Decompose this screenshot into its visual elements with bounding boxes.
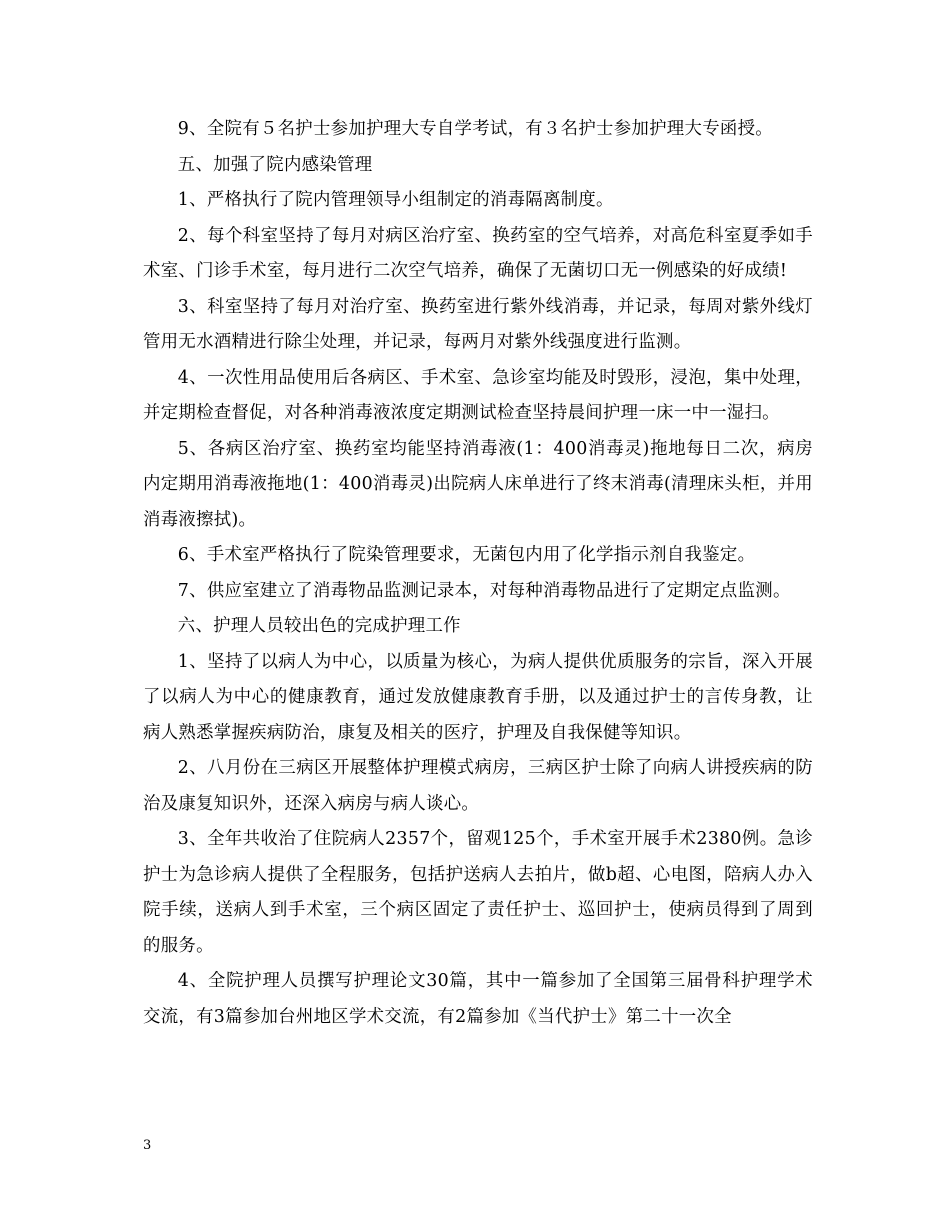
paragraph-item-4-disposables: 4、一次性用品使用后各病区、手术室、急诊室均能及时毁形，浸泡，集中处理，并定期检查督促，对各种消毒液浓度定期测试检查坚持晨间护理一床一中一湿扫。	[143, 367, 813, 423]
section-heading-infection-control: 五、加强了院内感染管理	[177, 154, 373, 175]
paragraph-item-2-holistic-care: 2、八月份在三病区开展整体护理模式病房，三病区护士除了向病人讲授疾病的防治及康复知识外，还深入病房与病人谈心。	[143, 758, 813, 814]
paragraph-item-1-patient-centered: 1、坚持了以病人为中心，以质量为核心，为病人提供优质服务的宗旨，深入开展了以病人为中心的健康教育，通过发放健康教育手册，以及通过护士的言传身教，让病人熟悉掌握疾病防治，康复及相关的医疗，护理及自我保健等知识。	[143, 651, 813, 743]
page-number: 3	[143, 1138, 152, 1153]
paragraph-item-2-air-culture: 2、每个科室坚持了每月对病区治疗室、换药室的空气培养，对高危科室夏季如手术室、门诊手术室，每月进行二次空气培养，确保了无菌切口无一例感染的好成绩!	[143, 225, 813, 281]
paragraph-item-4-papers: 4、全院护理人员撰写护理论文30篇，其中一篇参加了全国第三届骨科护理学术交流，有3篇参加台州地区学术交流，有2篇参加《当代护士》第二十一次全	[143, 971, 813, 1027]
paragraph-item-9: 9、全院有５名护士参加护理大专自学考试，有３名护士参加护理大专函授。	[177, 119, 773, 139]
paragraph-item-3-statistics: 3、全年共收治了住院病人2357个，留观125个，手术室开展手术2380例。急诊护士为急诊病人提供了全程服务，包括护送病人去拍片，做b超、心电图，陪病人办入院手续，送病人到手术室，三个病区固定了责任护士、巡回护士，使病员得到了周到的服务。	[143, 829, 813, 956]
paragraph-item-6-operating-room: 6、手术室严格执行了院染管理要求，无菌包内用了化学指示剂自我鉴定。	[177, 545, 756, 565]
body-text	[143, 112, 813, 1035]
paragraph-item-5-floor-disinfection: 5、各病区治疗室、换药室均能坚持消毒液(1：400消毒灵)拖地每日二次，病房内定期用消毒液拖地(1：400消毒灵)出院病人床单进行了终末消毒(清理床头柜，并用消毒液擦拭)。	[143, 438, 813, 530]
paragraph-item-7-supply-room: 7、供应室建立了消毒物品监测记录本，对每种消毒物品进行了定期定点监测。	[177, 580, 791, 601]
section-heading-nursing-work: 六、护理人员较出色的完成护理工作	[177, 616, 461, 636]
paragraph-item-3-uv-disinfection: 3、科室坚持了每月对治疗室、换药室进行紫外线消毒，并记录，每周对紫外线灯管用无水酒精进行除尘处理，并记录，每两月对紫外线强度进行监测。	[143, 296, 813, 352]
paragraph-item-1-isolation: 1、严格执行了院内管理领导小组制定的消毒隔离制度。	[177, 190, 614, 210]
